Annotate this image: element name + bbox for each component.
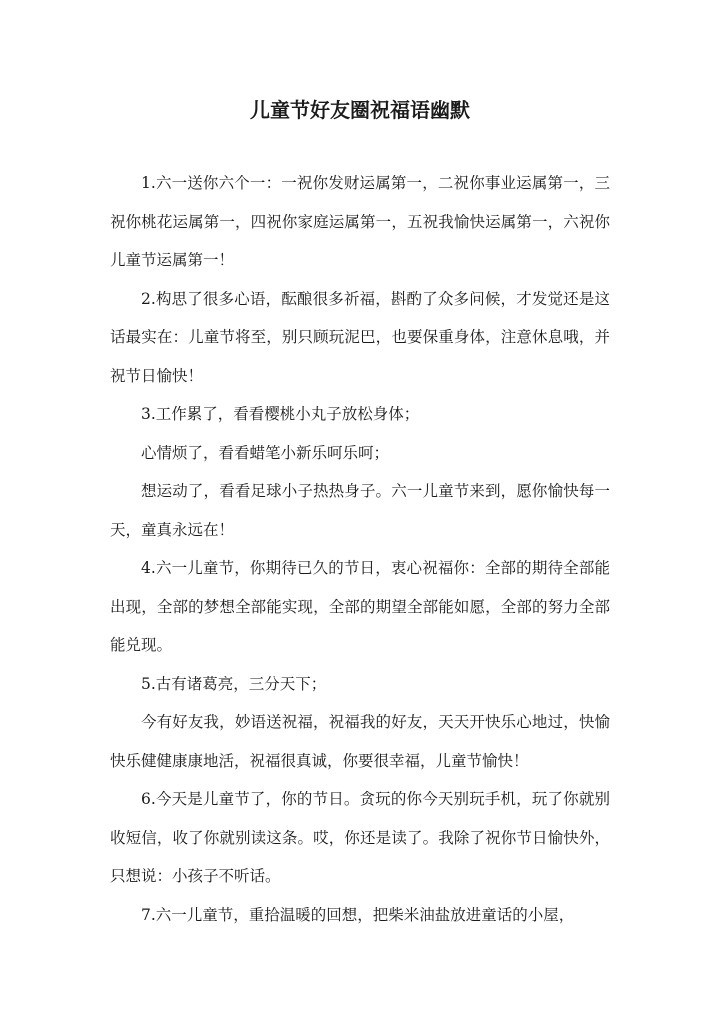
document-body [110,164,610,934]
paragraph-1: 1.六一送你六个一：一祝你发财运属第一，二祝你事业运属第一，三祝你桃花运属第一，四祝你家庭运属第一，五祝我愉快运属第一，六祝你儿童节运属第一！ [110,174,610,269]
paragraph-5: 想运动了，看看足球小子热热身子。六一儿童节来到，愿你愉快每一天，童真永远在！ [110,482,610,539]
document-title: 儿童节好友圈祝福语幽默 [250,98,470,122]
paragraph-4: 心情烦了，看看蜡笔小新乐呵乐呵； [141,443,390,462]
paragraph-9: 6.今天是儿童节了，你的节日。贪玩的你今天别玩手机，玩了你就别收短信，收了你就别读这条。哎，你还是读了。我除了祝你节日愉快外，只想说：小孩子不听话。 [110,790,610,885]
paragraph-8: 今有好友我，妙语送祝福，祝福我的好友，天天开快乐心地过，快愉快乐健健康康地活，祝福很真诚，你要很幸福，儿童节愉快！ [110,713,610,770]
paragraph-7: 5.古有诸葛亮，三分天下； [141,674,327,693]
paragraph-2: 2.构思了很多心语，酝酿很多祈福，斟酌了众多问候，才发觉还是这话最实在：儿童节将至，别只顾玩泥巴，也要保重身体，注意休息哦，并祝节日愉快！ [110,289,610,385]
paragraph-10: 7.六一儿童节，重拾温暖的回想，把柴米油盐放进童话的小屋， [141,905,575,924]
paragraph-6: 4.六一儿童节，你期待已久的节日，衷心祝福你：全部的期待全部能出现，全部的梦想全部能实现，全部的期望全部能如愿，全部的努力全部能兑现。 [110,559,610,654]
paragraph-3: 3.工作累了，看看樱桃小丸子放松身体； [141,405,420,423]
